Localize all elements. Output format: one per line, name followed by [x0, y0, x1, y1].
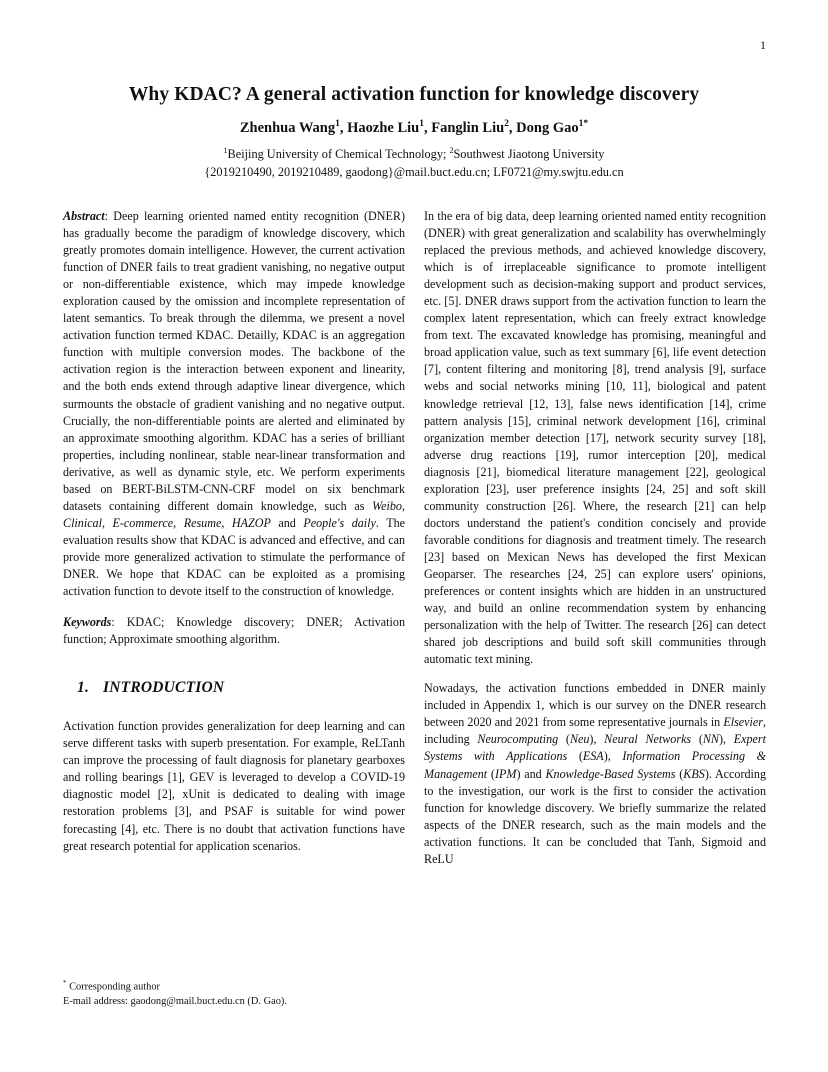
footnote — [63, 976, 287, 1009]
body-paragraph — [424, 680, 766, 868]
journal-name: Expert Systems with Applications — [424, 732, 766, 764]
publisher-name: Elsevier — [723, 715, 763, 730]
text-run: ( — [691, 732, 703, 747]
journal-name: Neural Networks — [604, 732, 692, 747]
abstract-text: . The evaluation results show that KDAC is advanced and effective, and can provide more generalized activation to stimulate the performance of DNER. We hope that KDAC can be exploited as a promising activation function to devote itself to the construction of knowledge. — [63, 515, 405, 599]
author-emails: {2019210490, 2019210489, gaodong}@mail.buct.edu.cn; LF0721@my.swjtu.edu.cn — [204, 165, 624, 179]
right-column — [424, 208, 766, 868]
affiliations — [0, 146, 828, 162]
author-affil-mark: 1 — [335, 119, 340, 129]
affil-institution: Beijing University of Chemical Technology; — [227, 147, 450, 162]
author-name: Dong Gao — [516, 119, 579, 136]
journal-abbrev: IPM — [494, 766, 517, 781]
footnote-corresponding — [63, 976, 287, 994]
text-run: ), — [589, 732, 605, 747]
text-run: Nowadays, the activation functions embedded in DNER mainly included in Appendix 1, which is our survey on the DNER research between 2020 and 2021 from some representative journals in — [424, 681, 766, 730]
author-name: Haozhe Liu — [347, 119, 420, 136]
footnote-text: Corresponding author — [66, 981, 161, 993]
footnote-email: E-mail address: gaodong@mail.buct.edu.cn (D. Gao). — [63, 996, 287, 1008]
keywords — [63, 614, 405, 648]
text-run: ) and — [516, 766, 546, 781]
author-name: Zhenhua Wang — [239, 119, 336, 136]
section-heading — [77, 679, 405, 696]
text-separator: , — [173, 515, 184, 530]
text-separator: , — [101, 515, 113, 530]
section-title: INTRODUCTION — [103, 679, 225, 697]
text-run: ( — [567, 749, 583, 764]
dataset-name: People's daily — [303, 515, 376, 530]
abstract — [63, 208, 405, 600]
text-run: ( — [487, 766, 495, 781]
abstract-text: : Deep learning oriented named entity recognition (DNER) has gradually become the paradigm of knowledge discovery, which greatly promotes domain intelligence. However, the current activation function of DNER fails to treat gradient vanishing, no negative output or non-differentiable existence, which may impede knowledge exploration caused by the omission and incomplete representation of latent semantics. To break through the dilemma, we present a novel activation function termed KDAC. Detailly, KDAC is an aggregation function with multiple conversion modes. The backbone of the activation region is the interaction between exponent and linearity, and the both ends extend through adaptive linear divergence, which surmounts the obstacle of gradient vanishing and no negative output. Crucially, the non-differentiable points are alerted and eliminated by an approximate smoothing algorithm. KDAC has a series of brilliant properties, including nonlinear, stable near-linear transformation and derivative, as well as dynamic style, etc. We perform experiments based on BERT-BiLSTM-CNN-CRF model on six benchmark datasets containing different domain knowledge, such as — [63, 209, 405, 513]
dataset-name: Clinical — [63, 515, 102, 530]
author-affil-mark: 1* — [578, 119, 589, 129]
affil-institution: Southwest Jiaotong University — [453, 147, 605, 162]
paper-title: Why KDAC? A general activation function for knowledge discovery — [128, 84, 700, 105]
author-name: Fanglin Liu — [431, 119, 505, 136]
keywords-text: : KDAC; Knowledge discovery; DNER; Activation function; Approximate smoothing algorithm. — [63, 615, 405, 647]
affil-mark: 2 — [449, 146, 454, 155]
text-run: ( — [675, 766, 684, 781]
journal-abbrev: NN — [702, 732, 719, 747]
left-column — [63, 208, 405, 855]
author-separator: , — [508, 119, 517, 136]
author — [240, 120, 340, 136]
text-separator: , — [221, 515, 232, 530]
body-paragraph: In the era of big data, deep learning oriented named entity recognition (DNER) with great generalization and scalability has overwhelmingly replaced the previous methods, and achieved knowledge discovery, which is of irreplaceable significance to promote intelligent development such as decision-making support and product services, etc. [5]. DNER draws support from the activation function to learn the complex latent representation, which can freely extract knowledge from text. The excavated knowledge has promising, meaningful and broad application value, such as text summary [6], life event detection [7], content filtering and monitoring [8], trend analysis [9], surface webs and social networks mining [10, 11], biological and patent knowledge retrieval [12, 13], false news identification [14], crime pattern analysis [15], criminal network development [16], criminal organization member detection [17], network security survey [18], adverse drug reactions [19], rumor interception [20], medical diagnosis [21], biomedical literature management [22], geological exploration [23], user preference insights [24, 25] and soft skill community construction [26]. Where, the research [21] can help doctors understand the patient's condition concisely and provide favorable conditions for diagnosis and treatment timely. The research [23] based on Mexican News has developed the first Mexican Geoparser. The researches [24, 25] can explore users' opinions, preferences or content insights which are hidden in an unstructured way, and build an online recommendation system by enhancing personalization with the help of Twitter. The research [26] can detect shared job descriptions and build soft skill communities through automatic text mining. — [424, 209, 766, 667]
author — [516, 120, 588, 136]
author-affil-mark: 2 — [504, 119, 509, 129]
affil-mark: 1 — [223, 146, 228, 155]
journal-name: Neurocomputing — [477, 732, 559, 747]
text-separator: , — [401, 498, 405, 513]
text-separator: and — [270, 515, 304, 530]
author-affil-mark: 1 — [419, 119, 424, 129]
footnote-mark: * — [63, 979, 67, 987]
keywords-label: Keywords — [63, 615, 112, 630]
text-run: ). According to the investigation, our work is the first to consider the activation function for knowledge discovery. We briefly summarize the related aspects of the DNER research, such as the main models and the activation functions. It can be concluded that Tanh, Sigmoid and ReLU — [424, 766, 766, 866]
page-number: 1 — [760, 38, 766, 52]
text-run: ), — [603, 749, 623, 764]
author-list — [0, 119, 828, 137]
author — [431, 120, 509, 136]
text-run: , including — [424, 715, 766, 747]
author-separator: , — [339, 119, 348, 136]
author-separator: , — [423, 119, 432, 136]
dataset-name: Weibo — [372, 498, 402, 513]
journal-name: Information Processing & Management — [424, 749, 767, 781]
author — [347, 120, 424, 136]
text-run: ( — [558, 732, 570, 747]
journal-abbrev: ESA — [582, 749, 604, 764]
journal-abbrev: KBS — [683, 766, 705, 781]
intro-paragraph: Activation function provides generalization for deep learning and can serve different tasks with superb presentation. For example, ReLTanh can improve the processing of fault diagnosis for planetary gearboxes and rolling bearings [1], GEV is leveraged to develop a COVID-19 diagnostic model [2], xUnit is dedicated to dealing with image restoration problems [3], and PSAF is suitable for wind power forecasting [4], etc. There is no doubt that activation functions have great research potential for application scenarios. — [63, 719, 405, 853]
journal-name: Knowledge-Based Systems — [545, 766, 676, 781]
abstract-label: Abstract — [63, 209, 105, 223]
journal-abbrev: Neu — [569, 732, 590, 747]
dataset-name: E-commerce — [112, 515, 174, 530]
dataset-name: Resume — [183, 515, 222, 530]
dataset-name: HAZOP — [231, 515, 271, 530]
text-run: ), — [719, 732, 734, 747]
section-number: 1. — [77, 679, 90, 697]
